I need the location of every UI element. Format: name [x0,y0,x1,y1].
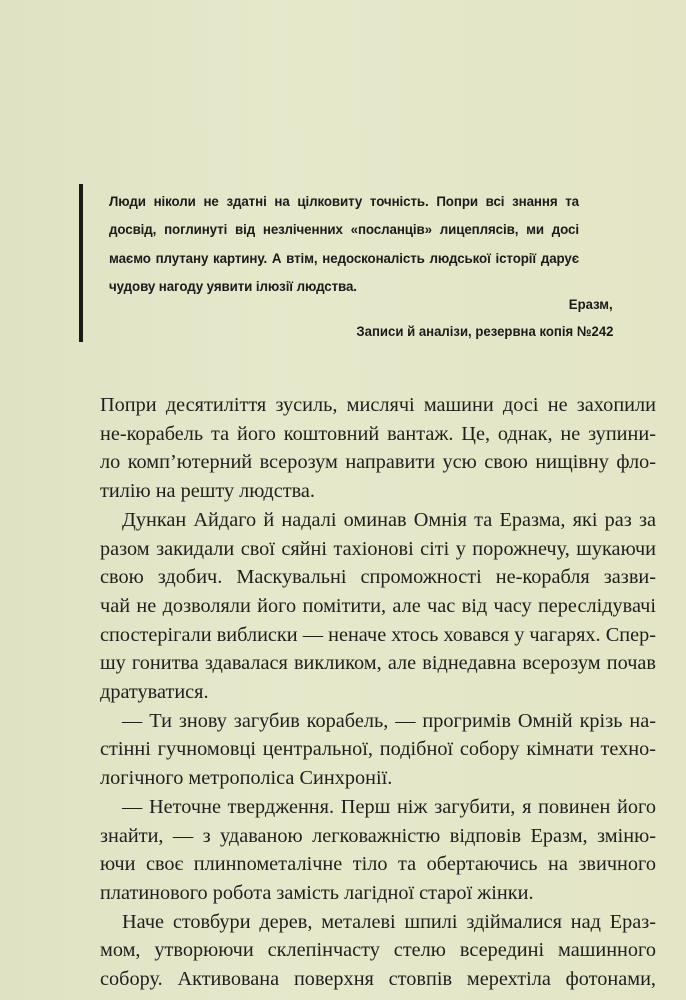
text-line: чай не дозволяли його помітити, але час від часу переслідувачі [100,594,656,617]
epigraph-text [109,188,579,302]
epigraph [79,184,613,342]
epigraph-line: чудову нагоду уявити ілюзії людства. [109,279,357,296]
text-line: логічного метрополіса Синхронії. [100,767,393,790]
text-line: разом закидали свої сяйні тахіонові сіті у порожнечу, шукаючи [100,537,656,560]
epigraph-line: досвід, поглинуті від незліченних «посланців» лицеплясів, ми досі [109,222,579,239]
text-line: знайти, — з удаваною легковажністю відповів Еразм, зміню- [100,824,656,847]
text-line: — Ти знову загубив корабель, — прогримів Омній крізь на- [122,709,656,732]
text-line: ючи своє плинnометалічне тіло та обертаючись на звичного [100,853,656,876]
body-text [100,391,656,994]
text-line: платинового робота замість лагідної старої жінки. [100,881,534,904]
text-line: мом, утворюючи склепінчасту стелю всередині машинного [100,939,656,962]
epigraph-line: Люди ніколи не здатні на цілковиту точність. Попри всі знання та [109,194,579,210]
text-line: Наче стовбури дерев, металеві шпилі здіймалися над Ераз- [122,910,656,933]
text-line: Дункан Айдаго й надалі оминав Омнія та Еразма, які раз за [122,508,656,531]
epigraph-author: Еразм, [569,296,613,312]
text-line: — Неточне твердження. Перш ніж загубити, я повинен його [122,795,656,818]
text-line: стінні гучномовці центральної, подібної собору кімнати техно- [100,738,656,761]
text-line: ло комп’ютерний всерозум направити усю свою нищівну фло- [100,451,656,474]
text-line: свою здобич. Маскувальні спроможності не-корабля зазви- [100,566,656,589]
text-line: собору. Активована поверхня стовпів мерехтіла фотонами, [100,968,656,991]
text-line: тилію на решту людства. [100,480,315,503]
epigraph-line: маємо плутану картину. А втім, недосконалість людської історії дарує [109,250,579,267]
text-line: спостерігали виблиски — неначе хтось ховався у чагарях. Спер- [100,623,656,646]
text-line: дратуватися. [100,681,209,704]
text-line: шу гонитва здавалася викликом, але віднедавна всерозум почав [100,652,656,675]
text-line: Попри десятиліття зусиль, мислячі машини досі не захопили [100,394,656,416]
text-line: не-корабель та його коштовний вантаж. Це, однак, не зупини- [100,422,656,445]
epigraph-source: Записи й аналізи, резервна копія №242 [355,323,613,339]
